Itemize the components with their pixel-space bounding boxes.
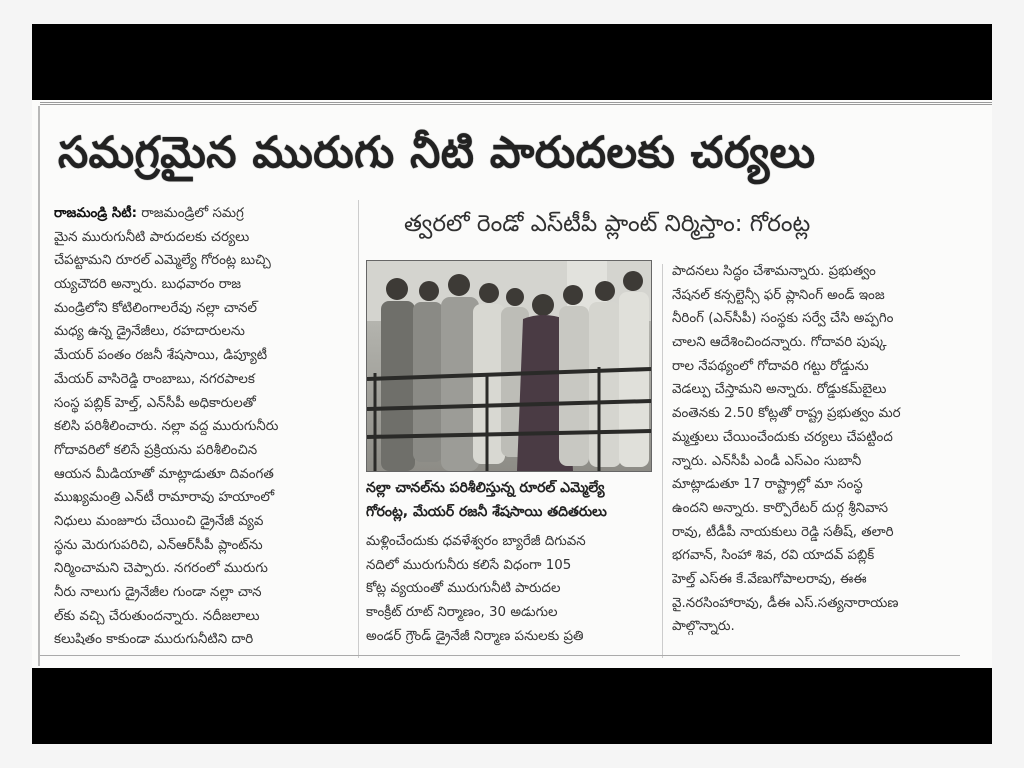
text-line: కలుషితం కాకుండా మురుగునీటిని దారి [54,632,254,648]
left-column [54,202,354,662]
column-separator [358,200,359,658]
text-line: కలిసి పరిశీలించారు. నల్లా వద్ద మురుగునీరు [54,419,279,435]
column-separator [662,264,663,658]
left-border [38,106,40,666]
text-line: మధ్య ఉన్న డ్రైనేజీలు, రహదారులను [54,324,245,340]
middle-column [366,530,650,660]
text-line: కోట్ల వ్యయంతో మురుగునీటి పారుదల [366,581,561,597]
text-line: అండర్ గ్రౌండ్ డ్రైనేజీ నిర్మాణ పనులకు ప్రతి [366,628,584,644]
photo-caption [366,476,652,524]
text-line [54,202,354,226]
text-line: భగవాన్, సింహా శివ, రవి యాదవ్ పబ్లిక్ [672,548,875,564]
caption-line: గోరంట్ల, మేయర్ రజనీ శేషసాయి తదితరులు [366,504,607,520]
text-line: రావు, టీడీపీ నాయకులు రెడ్డి సతీష్, తలారి [672,524,894,540]
text-line: మండ్రిలోని కోటిలింగాలరేవు నల్లా చానల్ [54,300,258,316]
text-line: మాట్లాడుతూ 17 రాష్ట్రాల్లో మా సంస్థ [672,477,863,493]
text-line: మ్మత్తులు చేయించేందుకు చర్యలు చేపట్టింద [672,429,893,445]
text-line: ఉందని అన్నారు. కార్పొరేటర్ దుర్గ శ్రీనివాస [672,500,888,516]
text-line: పాదనలు సిద్ధం చేశామన్నారు. ప్రభుత్వం [672,264,876,279]
text-line: నిర్మించామని చెప్పారు. నగరంలో మురుగు [54,561,268,577]
text-line: పాల్గొన్నారు. [672,619,735,635]
text-line: య్యచౌదరి అన్నారు. బుధవారం రాజ [54,277,242,293]
text-line: నిధులు మంజూరు చేయించి డ్రైనేజీ వ్యవ [54,513,264,529]
text-line: రాల నేపథ్యంలో గోదావరి గట్టు రోడ్డును [672,358,869,374]
text-line: ల్‌కు వచ్చి చేరుతుందన్నారు. నదీజలాలు [54,608,260,624]
bottom-rule [40,655,960,656]
text-line: మేయర్ పంతం రజనీ శేషసాయి, డిప్యూటీ [54,348,268,364]
photo-illustration [367,261,651,471]
text-line: నేషనల్ కన్సల్టెన్సీ ఫర్ ప్లానింగ్ అండ్ ఇంజ [672,287,885,303]
text-line: ముఖ్యమంత్రి ఎన్‌టీ రామారావు హయాంలో [54,490,275,506]
text-line-part: రాజమండ్రిలో సమగ్ర [136,206,244,221]
headline: సమగ్రమైన మురుగు నీటి పారుదలకు చర్యలు [58,128,816,178]
dateline: రాజమండ్రి సిటీ: [54,206,137,221]
text-line: సంస్థ పబ్లిక్ హెల్త్, ఎన్‌సీపీ అధికారులతో [54,395,256,411]
news-photo [366,260,652,472]
caption-line: నల్లా చానల్‌ను పరిశీలిస్తున్న రూరల్ ఎమ్మెల్యే [366,480,605,496]
text-line: హెల్త్ ఎస్ఈ కే.వేణుగోపాలరావు, ఈఈ [672,571,867,587]
text-line: వై.నరసింహారావు, డీఈ ఎస్.సత్యనారాయణ [672,595,899,611]
text-line: గోదావరిలో కలిసే ప్రక్రియను పరిశీలించిన [54,442,258,458]
text-line: మైన మురుగునీటి పారుదలకు చర్యలు [54,229,250,245]
text-line: నీరింగ్ (ఎన్‌సీపీ) సంస్థకు సర్వే చేసి అప్పగిం [672,311,894,327]
text-line: కాంక్రీట్ రూట్ నిర్మాణం, 30 అడుగుల [366,605,558,621]
letterbox-top [32,24,992,100]
text-line: చేపట్టామని రూరల్ ఎమ్మెల్యే గోరంట్ల బుచ్చి [54,253,271,269]
text-line: స్థను మెరుగుపరిచి, ఎన్‌ఆర్‌సీపీ ప్లాంట్‌ను [54,537,263,553]
subheadline: త్వరలో రెండో ఎస్‌టీపీ ప్లాంట్ నిర్మిస్తాం: గోరంట్ల [404,211,811,237]
text-line: మేయర్ వాసిరెడ్డి రాంబాబు, నగరపాలక [54,371,255,387]
text-line: ఆయన మీడియాతో మాట్లాడుతూ దివంగత [54,466,274,482]
text-line: నదిలో మురుగునీరు కలిసే విధంగా 105 [366,557,572,573]
text-line: న్నారు. ఎన్‌సీపీ ఎండీ ఎస్‌ఎం సుబానీ [672,453,862,469]
letterbox-bottom [32,668,992,744]
right-column [672,260,960,660]
text-line: వెడల్పు చేస్తామని అన్నారు. రోడ్డుకమ్‌బైలు [672,382,887,398]
top-rule [40,102,992,105]
text-line: నీరు నాలుగు డ్రైనేజీల గుండా నల్లా చాన [54,585,262,600]
text-line: వంతెనకు 2.50 కోట్లతో రాష్ట్ర ప్రభుత్వం మర [672,406,901,422]
newspaper-clipping [32,24,992,744]
text-line: చాలని ఆదేశించిందన్నారు. గోదావరి పుష్క [672,335,887,351]
text-line: మళ్లించేందుకు ధవళేశ్వరం బ్యారేజీ దిగువన [366,534,586,549]
